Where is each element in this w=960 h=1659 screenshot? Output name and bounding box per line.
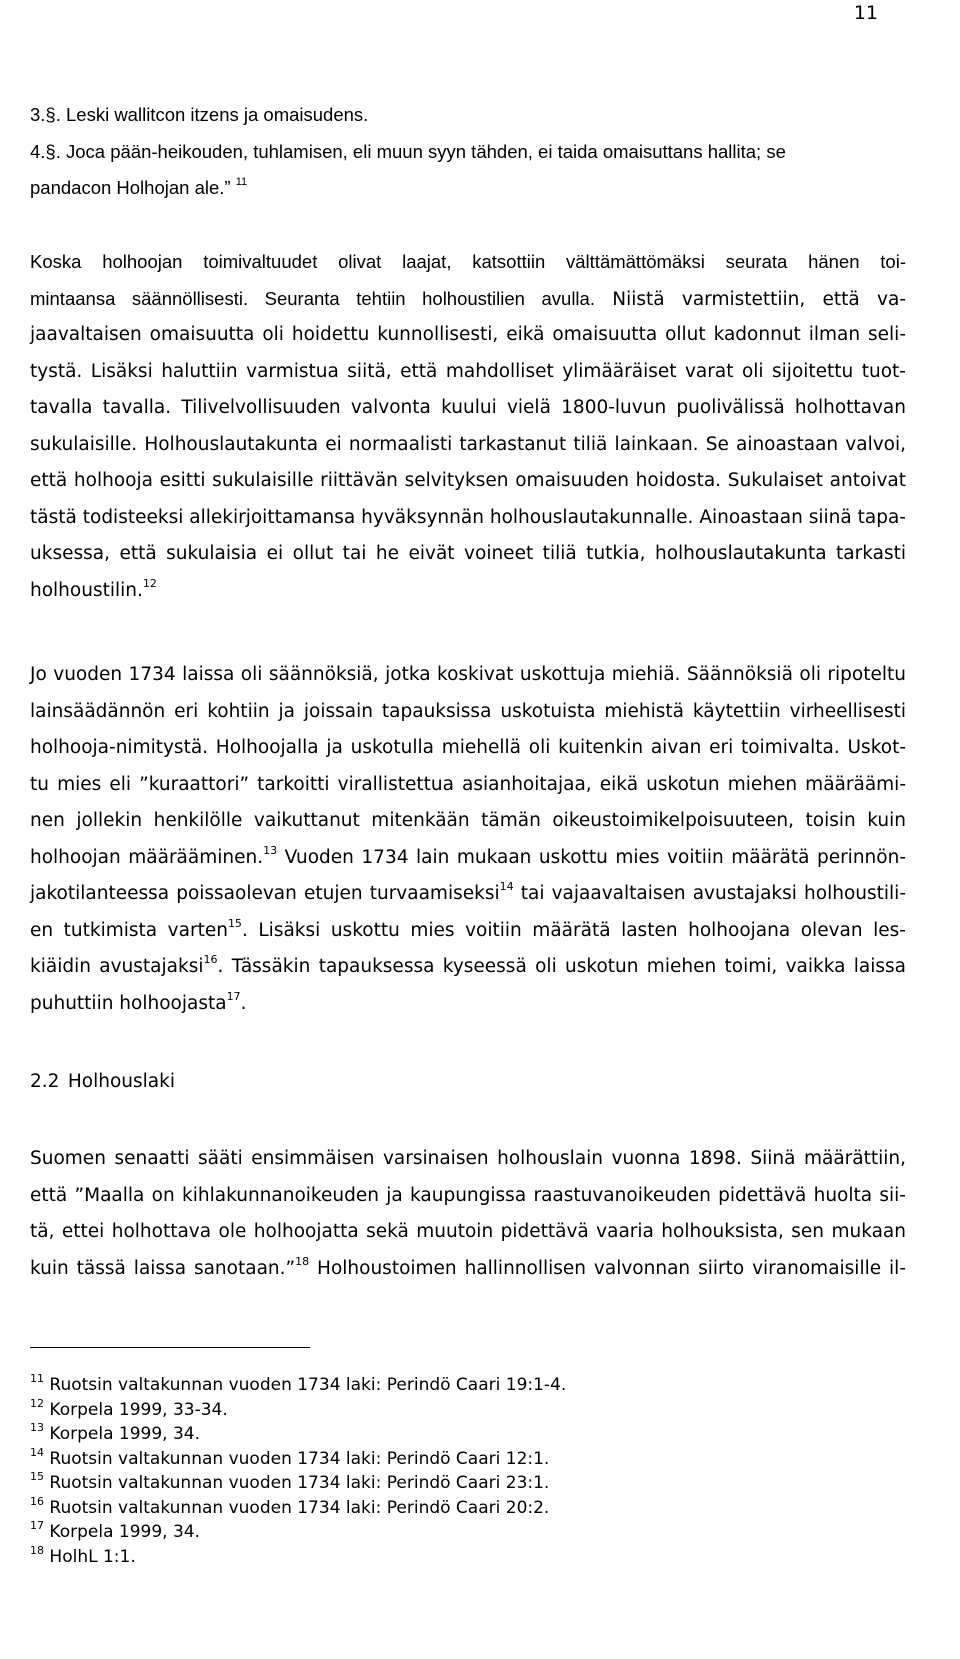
footnote-number: 12 bbox=[30, 1396, 44, 1410]
footnote-number: 15 bbox=[30, 1470, 44, 1483]
footnote bbox=[30, 1520, 566, 1545]
footnote-number: 14 bbox=[30, 1445, 44, 1459]
text-line: Jo vuoden 1734 laissa oli säännöksiä, jotka koskivat uskottuja miehiä. Säännöksiä oli ripoteltu bbox=[30, 664, 906, 685]
text-line bbox=[30, 876, 906, 913]
text-line: että ”Maalla on kihlakunnanoikeuden ja kaupungissa raastuvanoikeuden pidettävä huolta sii- bbox=[30, 1184, 906, 1206]
footnote-ref: 11 bbox=[235, 176, 248, 188]
section-heading bbox=[30, 1067, 175, 1097]
text-line: nen jollekin henkilölle vaikuttanut mitenkään tämän oikeustoimikelpoisuuteen, toisin kuin bbox=[30, 810, 906, 831]
list-item: 3.§. Leski wallitcon itzens ja omaisudens. bbox=[30, 104, 369, 125]
quoted-list bbox=[30, 97, 906, 207]
text-span: . Lisäksi uskottu mies voitiin määrätä lasten holhoojana olevan les- bbox=[241, 919, 906, 941]
paragraph bbox=[30, 244, 906, 609]
footnote-text: Korpela 1999, 33-34. bbox=[49, 1399, 228, 1420]
text-line bbox=[30, 1251, 906, 1288]
footnote-text: Ruotsin valtakunnan vuoden 1734 laki: Perindö Caari 20:2. bbox=[49, 1497, 550, 1518]
text-line: tästä todisteeksi allekirjoittamansa hyväksynnän holhouslautakunnalle. Ainoastaan siinä tapa- bbox=[30, 506, 906, 528]
text-line bbox=[30, 573, 906, 610]
text-line bbox=[30, 986, 906, 1023]
text-line: holhooja-nimitystä. Holhoojalla ja uskotulla miehellä oli kuitenkin aivan eri toimivalta. Uskot- bbox=[30, 737, 906, 758]
footnote-number: 13 bbox=[30, 1421, 44, 1434]
text-line: jaavaltaisen omaisuutta oli hoidettu kunnollisesti, eikä omaisuutta ollut kadonnut ilman seli- bbox=[30, 324, 906, 345]
footnote-ref: 16 bbox=[203, 953, 218, 966]
text-span: tai vajaavaltaisen avustajaksi holhoustili- bbox=[513, 883, 906, 904]
paragraph bbox=[30, 1141, 906, 1287]
footnotes bbox=[30, 1373, 566, 1569]
text-line: Koska holhoojan toimivaltuudet olivat laajat, katsottiin välttämättömäksi seurata hänen toi- bbox=[30, 251, 906, 272]
footnote-ref: 17 bbox=[226, 989, 241, 1003]
footnote bbox=[30, 1545, 566, 1570]
footnote-ref: 12 bbox=[142, 576, 157, 590]
text-span: Niistä varmistettiin, että va- bbox=[612, 288, 906, 310]
footnote-ref: 15 bbox=[227, 916, 242, 930]
text-line bbox=[30, 913, 906, 950]
footnote-text: Korpela 1999, 34. bbox=[49, 1522, 200, 1542]
footnote bbox=[30, 1447, 566, 1472]
text-span: Vuoden 1734 lain mukaan uskottu mies voitiin määrätä perinnön- bbox=[277, 846, 906, 868]
list-item: 4.§. Joca pään-heikouden, tuhlamisen, eli muun syyn tähden, ei taida omaisuttans hallita; se bbox=[30, 140, 786, 162]
text-line: tavalla tavalla. Tilivelvollisuuden valvonta kuului vielä 1800-luvun puolivälissä holhottavan bbox=[30, 397, 906, 418]
text-span: en tutkimista varten bbox=[30, 919, 228, 941]
text-span: mintaansa säännöllisesti. Seuranta tehtiin holhoustilien avulla. bbox=[30, 287, 595, 309]
section-title: Holhouslaki bbox=[67, 1071, 175, 1092]
list-item bbox=[30, 170, 906, 207]
text-span: kuin tässä laissa sanotaan.” bbox=[30, 1257, 296, 1279]
footnote bbox=[30, 1422, 566, 1447]
text-span: . bbox=[240, 992, 247, 1014]
footnote-text: HolhL 1:1. bbox=[49, 1546, 136, 1567]
footnote-divider bbox=[30, 1347, 310, 1348]
text-span: holhoojan määrääminen. bbox=[30, 846, 264, 868]
text-line: tystä. Lisäksi haluttiin varmistua siitä, että mahdolliset ylimääräiset varat oli sijoitettu tuot- bbox=[30, 360, 906, 382]
text-span: . Tässäkin tapauksessa kyseessä oli uskotun miehen toimi, vaikka laissa bbox=[217, 956, 907, 977]
section-number: 2.2 bbox=[30, 1071, 60, 1092]
text-line: Suomen senaatti sääti ensimmäisen varsinaisen holhouslain vuonna 1898. Siinä määrättiin, bbox=[30, 1148, 906, 1169]
footnote-ref: 13 bbox=[263, 843, 278, 857]
text-line bbox=[30, 949, 906, 986]
text-span: jakotilanteessa poissaolevan etujen turvaamiseksi bbox=[30, 883, 500, 904]
footnote-ref: 14 bbox=[499, 880, 514, 893]
text-line: uksessa, että sukulaisia ei ollut tai he eivät voineet tiliä tutkia, holhouslautakunta tarkasti bbox=[30, 543, 906, 564]
footnote-text: Ruotsin valtakunnan vuoden 1734 laki: Perindö Caari 23:1. bbox=[49, 1473, 550, 1493]
text-line bbox=[30, 281, 906, 318]
footnote bbox=[30, 1398, 566, 1423]
footnote-number: 17 bbox=[30, 1519, 44, 1532]
text-span: Holhoustoimen hallinnollisen valvonnan siirto viranomaisille il- bbox=[309, 1257, 906, 1279]
footnote-number: 16 bbox=[30, 1494, 44, 1508]
text-line: että holhooja esitti sukulaisille riittävän selvityksen omaisuuden hoidosta. Sukulaiset antoivat bbox=[30, 470, 906, 491]
list-item-text: pandacon Holhojan ale.” bbox=[30, 177, 231, 198]
text-line: tu mies eli ”kuraattori” tarkoitti virallistettua asianhoitajaa, eikä uskotun miehen määräämi- bbox=[30, 773, 906, 795]
footnote-text: Ruotsin valtakunnan vuoden 1734 laki: Perindö Caari 12:1. bbox=[49, 1448, 550, 1469]
footnote bbox=[30, 1496, 566, 1521]
text-line: lainsäädännön eri kohtiin ja joissain tapauksissa uskotuista miehistä käytettiin virheellisesti bbox=[30, 700, 906, 722]
text-span: holhoustilin. bbox=[30, 579, 143, 601]
text-line: tä, ettei holhottava ole holhoojatta sekä muutoin pidettävä vaaria holhouksista, sen mukaan bbox=[30, 1221, 906, 1242]
text-line: sukulaisille. Holhouslautakunta ei normaalisti tarkastanut tiliä lainkaan. Se ainoastaan valvoi, bbox=[30, 433, 906, 455]
footnote-ref: 18 bbox=[295, 1254, 310, 1268]
footnote-number: 11 bbox=[30, 1372, 44, 1385]
footnote-text: Ruotsin valtakunnan vuoden 1734 laki: Perindö Caari 19:1-4. bbox=[49, 1375, 567, 1395]
page-number: 11 bbox=[853, 2, 878, 24]
footnote bbox=[30, 1471, 566, 1496]
text-span: kiäidin avustajaksi bbox=[30, 956, 204, 977]
text-line bbox=[30, 840, 906, 877]
footnote bbox=[30, 1373, 566, 1398]
footnote-number: 18 bbox=[30, 1543, 44, 1557]
text-span: puhuttiin holhoojasta bbox=[30, 992, 227, 1014]
paragraph bbox=[30, 657, 906, 1022]
footnote-text: Korpela 1999, 34. bbox=[49, 1424, 200, 1444]
